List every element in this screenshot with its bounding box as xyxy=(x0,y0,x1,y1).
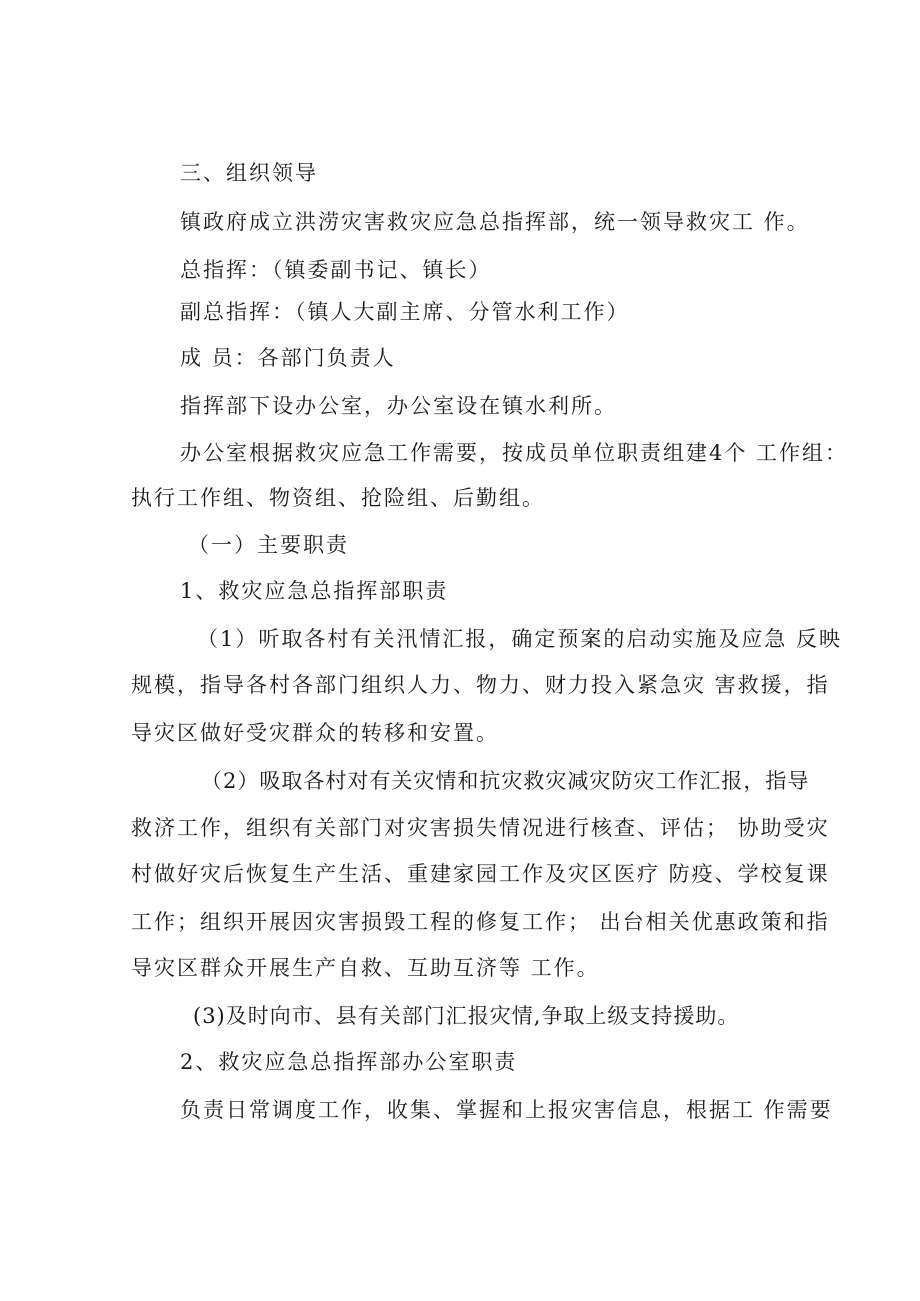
paragraph-line: 副总指挥：（镇人大副主席、分管水利工作） xyxy=(180,300,630,324)
paragraph-line: 导灾区做好受灾群众的转移和安置。 xyxy=(131,721,499,745)
paragraph-line: 总指挥：（镇委副书记、镇长） xyxy=(180,258,492,282)
paragraph-line: 负责日常调度工作，收集、掌握和上报灾害信息，根据工 作需要 xyxy=(180,1098,833,1122)
paragraph-line: (3)及时向市、县有关部门汇报灾情,争取上级支持援助。 xyxy=(193,1004,740,1028)
subsection-heading: 1、救灾应急总指挥部职责 xyxy=(180,579,449,603)
paragraph-line: （2）吸取各村对有关灾情和抗灾救灾减灾防灾工作汇报，指导 xyxy=(201,769,810,793)
paragraph-line: 导灾区群众开展生产自救、互助互济等 工作。 xyxy=(131,956,600,980)
paragraph-line: 工作；组织开展因灾害损毁工程的修复工作； 出台相关优惠政策和指 xyxy=(131,910,830,934)
paragraph-line: 办公室根据救灾应急工作需要，按成员单位职责组建4个 工作组： xyxy=(180,441,849,465)
section-heading: 三、组织领导 xyxy=(180,161,318,185)
paragraph-line: 成 员：各部门负责人 xyxy=(180,346,396,370)
subsection-heading: （一）主要职责 xyxy=(188,533,349,557)
subsection-heading: 2、救灾应急总指挥部办公室职责 xyxy=(180,1050,518,1074)
paragraph-line: 规模，指导各村各部门组织人力、物力、财力投入紧急灾 害救援，指 xyxy=(131,673,830,697)
paragraph-line: 镇政府成立洪涝灾害救灾应急总指挥部，统一领导救灾工 作。 xyxy=(180,210,810,234)
paragraph-line: 指挥部下设办公室，办公室设在镇水利所。 xyxy=(180,394,617,418)
paragraph-line: （1）听取各村有关汛情汇报，确定预案的启动实施及应急 反映 xyxy=(197,627,843,651)
paragraph-line: 村做好灾后恢复生产生活、重建家园工作及灾区医疗 防疫、学校复课 xyxy=(131,862,830,886)
paragraph-line: 执行工作组、物资组、抢险组、后勤组。 xyxy=(131,486,545,510)
paragraph-line: 救济工作，组织有关部门对灾害损失情况进行核查、评估； 协助受灾 xyxy=(131,816,830,840)
